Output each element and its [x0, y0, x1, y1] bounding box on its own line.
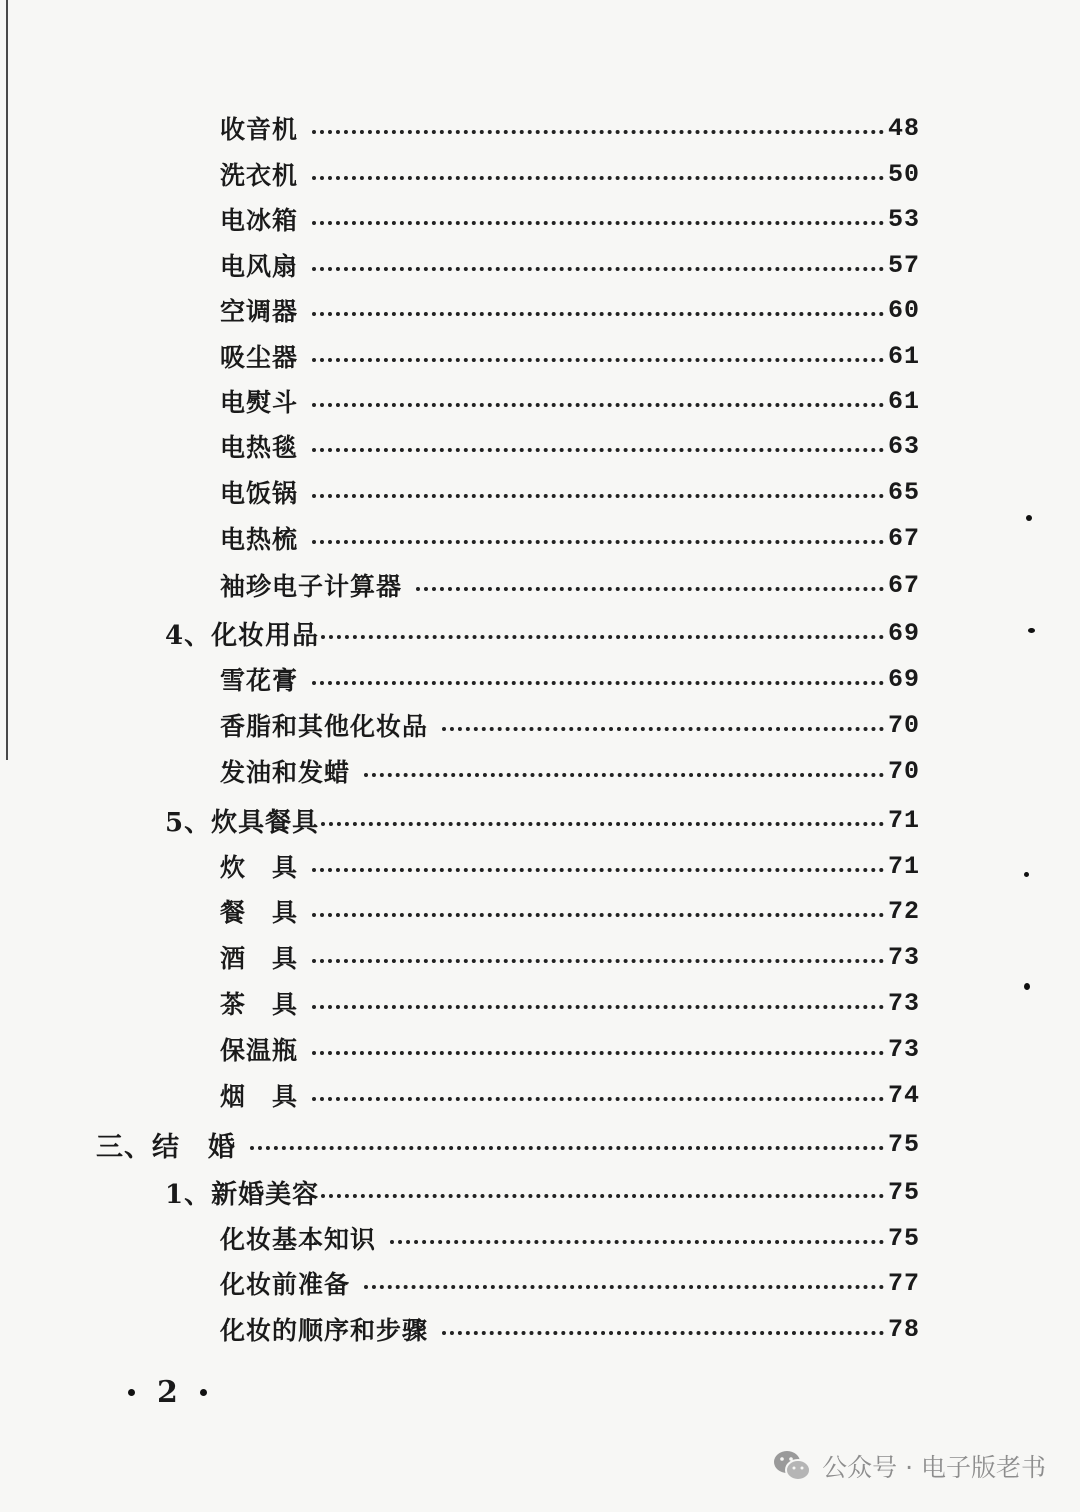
- toc-entry-page: 53: [887, 204, 920, 234]
- toc-section: [165, 1172, 920, 1212]
- dot-leader: [312, 130, 884, 134]
- scan-speck: [1026, 515, 1032, 521]
- scan-speck: [1024, 983, 1030, 990]
- toc-entry: [220, 1218, 920, 1258]
- toc-entry-title: 雪花膏: [220, 666, 299, 695]
- toc-entry: [220, 472, 920, 512]
- toc-entry-page: 74: [887, 1080, 920, 1110]
- page-folio: [128, 1372, 207, 1412]
- dot-leader: [390, 1240, 884, 1244]
- toc-entry-page: 75: [887, 1177, 920, 1207]
- watermark-text: 公众号 · 电子版老书: [822, 1453, 1046, 1482]
- toc-chapter-title: 三、结 婚: [96, 1131, 236, 1163]
- dot-leader: [312, 1051, 884, 1055]
- toc-entry-title: 化妆前准备: [220, 1270, 351, 1299]
- dot-leader: [321, 1194, 884, 1198]
- toc-entry: [220, 705, 920, 745]
- toc-entry-title: 电热毯: [220, 433, 299, 462]
- dot-leader: [312, 312, 884, 316]
- toc-section-title: 5、炊具餐具: [165, 807, 320, 838]
- wechat-icon: [772, 1449, 812, 1483]
- dot-leader: [312, 913, 884, 917]
- toc-entry-page: 72: [887, 896, 920, 926]
- toc-entry-page: 71: [887, 851, 920, 881]
- toc-entry-title: 发油和发蜡: [220, 758, 351, 787]
- toc-section-title: 4、化妆用品: [165, 620, 320, 651]
- dot-leader: [312, 267, 884, 271]
- folio-dot: [200, 1389, 207, 1396]
- toc-entry-title: 香脂和其他化妆品: [220, 712, 429, 741]
- toc-entry: [220, 1029, 920, 1069]
- toc-entry: [220, 565, 920, 605]
- toc-entry-page: 69: [887, 618, 920, 648]
- dot-leader: [416, 587, 884, 591]
- toc-entry: [220, 846, 920, 886]
- toc-entry: [220, 1309, 920, 1349]
- toc-entry-page: 70: [887, 710, 920, 740]
- toc-entry-page: 69: [887, 664, 920, 694]
- dot-leader: [312, 868, 884, 872]
- toc-entry-title: 酒 具: [220, 944, 299, 973]
- toc-entry-page: 77: [887, 1268, 920, 1298]
- toc-entry-title: 餐 具: [220, 898, 299, 927]
- dot-leader: [312, 358, 884, 362]
- dot-leader: [364, 1285, 884, 1289]
- dot-leader: [250, 1146, 884, 1150]
- dot-leader: [312, 540, 884, 544]
- toc-section: [165, 613, 920, 653]
- toc-entry-page: 67: [887, 523, 920, 553]
- toc-entry: [220, 1075, 920, 1115]
- toc-entry: [220, 108, 920, 148]
- dot-leader: [442, 1331, 884, 1335]
- toc-entry-title: 空调器: [220, 297, 299, 326]
- toc-entry-page: 57: [887, 250, 920, 280]
- folio-dot: [128, 1389, 135, 1396]
- toc-entry-page: 65: [887, 477, 920, 507]
- toc-entry-title: 收音机: [220, 115, 299, 144]
- toc-entry-page: 50: [887, 159, 920, 189]
- toc-entry-page: 75: [887, 1129, 920, 1159]
- dot-leader: [312, 1005, 884, 1009]
- toc-entry: [220, 336, 920, 376]
- toc-entry-page: 60: [887, 295, 920, 325]
- toc-entry-page: 67: [887, 570, 920, 600]
- toc-entry: [220, 154, 920, 194]
- toc-section: [165, 800, 920, 840]
- dot-leader: [321, 635, 884, 639]
- toc-entry-title: 炊 具: [220, 853, 299, 882]
- toc-entry-page: 48: [887, 113, 920, 143]
- toc-entry-page: 61: [887, 386, 920, 416]
- toc-entry-title: 电熨斗: [220, 388, 299, 417]
- toc-entry: [220, 381, 920, 421]
- scan-speck: [1028, 628, 1035, 633]
- scan-speck: [1024, 872, 1029, 877]
- dot-leader: [364, 773, 884, 777]
- dot-leader: [312, 448, 884, 452]
- dot-leader: [442, 727, 884, 731]
- toc-entry-title: 烟 具: [220, 1082, 299, 1111]
- toc-entry-page: 71: [887, 805, 920, 835]
- toc-entry-page: 63: [887, 431, 920, 461]
- dot-leader: [312, 681, 884, 685]
- toc-entry-page: 70: [887, 756, 920, 786]
- watermark: [772, 1446, 1046, 1486]
- dot-leader: [312, 494, 884, 498]
- toc-entry-title: 茶 具: [220, 990, 299, 1019]
- toc-entry: [220, 199, 920, 239]
- toc-entry: [220, 245, 920, 285]
- dot-leader: [312, 403, 884, 407]
- toc-entry-title: 吸尘器: [220, 343, 299, 372]
- toc-entry-title: 电风扇: [220, 252, 299, 281]
- toc-entry-page: 73: [887, 1034, 920, 1064]
- toc-entry-page: 73: [887, 942, 920, 972]
- toc-entry-title: 电饭锅: [220, 479, 299, 508]
- toc-entry: [220, 937, 920, 977]
- toc-entry: [220, 659, 920, 699]
- toc-section-title: 1、新婚美容: [165, 1179, 320, 1210]
- toc-entry-title: 洗衣机: [220, 161, 299, 190]
- toc-entry-title: 袖珍电子计算器: [220, 572, 403, 601]
- toc-entry: [220, 983, 920, 1023]
- toc-entry-page: 61: [887, 341, 920, 371]
- toc-entry-title: 电冰箱: [220, 206, 299, 235]
- dot-leader: [312, 1097, 884, 1101]
- toc-entry: [220, 1263, 920, 1303]
- dot-leader: [312, 221, 884, 225]
- dot-leader: [312, 959, 884, 963]
- page-number: 2: [157, 1374, 178, 1410]
- toc-entry-page: 78: [887, 1314, 920, 1344]
- toc-entry: [220, 290, 920, 330]
- toc-entry-page: 73: [887, 988, 920, 1018]
- toc-entry: [220, 426, 920, 466]
- toc-entry-title: 化妆基本知识: [220, 1225, 377, 1254]
- toc-entry: [220, 518, 920, 558]
- toc-entry-title: 电热梳: [220, 525, 299, 554]
- toc-entry-page: 75: [887, 1223, 920, 1253]
- toc-entry: [220, 751, 920, 791]
- toc-entry-title: 保温瓶: [220, 1036, 299, 1065]
- toc-entry-title: 化妆的顺序和步骤: [220, 1316, 429, 1345]
- dot-leader: [312, 176, 884, 180]
- toc-entry: [220, 891, 920, 931]
- toc-chapter: [96, 1124, 920, 1164]
- dot-leader: [321, 822, 884, 826]
